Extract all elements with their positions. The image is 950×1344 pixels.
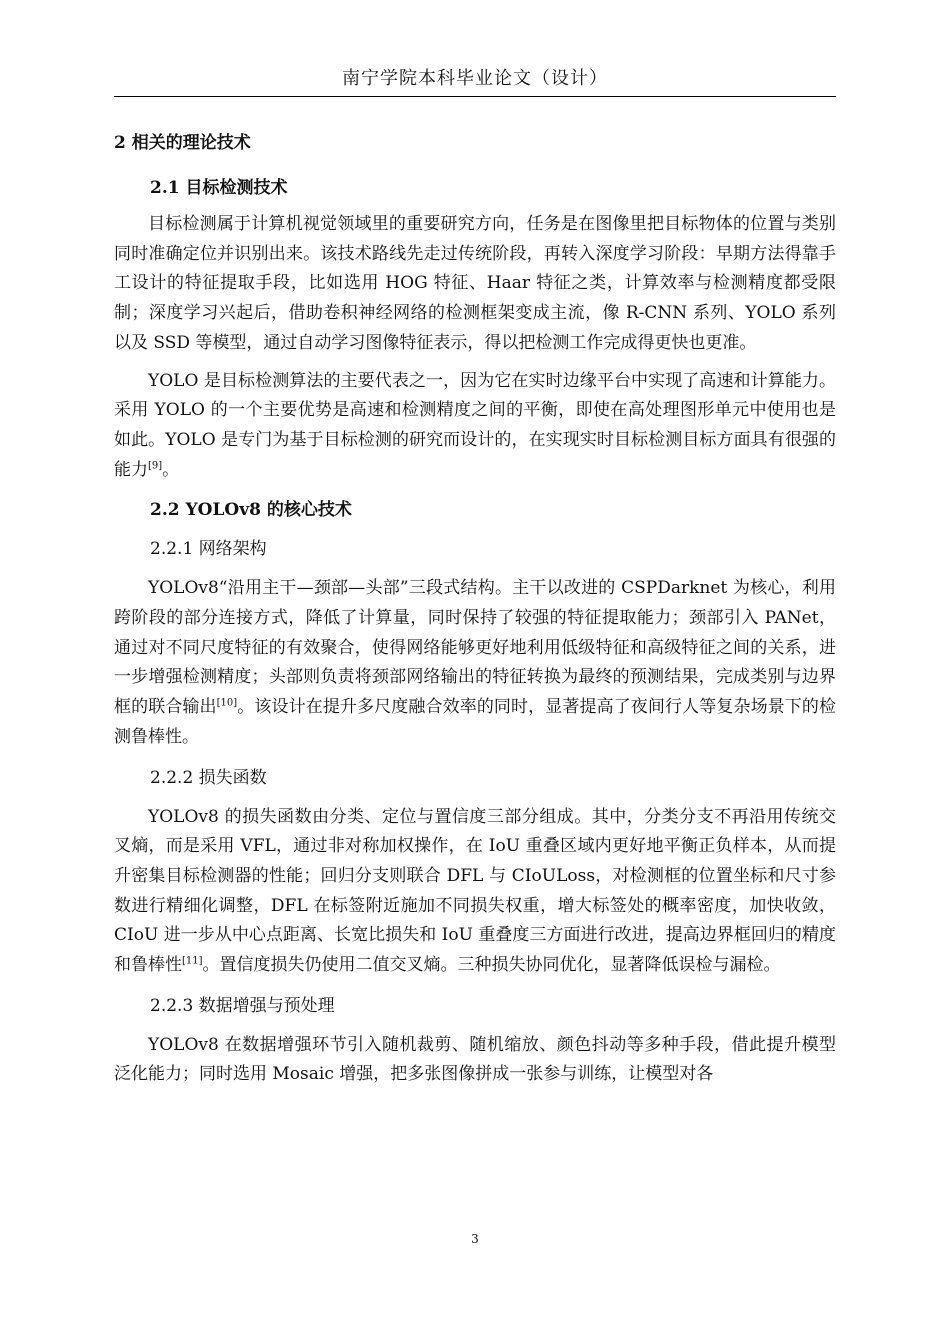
paragraph-yolo-overview-end: 。 — [162, 459, 180, 480]
paragraph-object-detection: 目标检测属于计算机视觉领域里的重要研究方向，任务是在图像里把目标物体的位置与类别同时准确定位并识别出来。该技术路线先走过传统阶段，再转入深度学习阶段：早期方法得靠手工设计的特征提取手段，比如选用 HOG 特征、Haar 特征之类，计算效率与检测精度都受限制；深度学习兴起后，借助卷积神经网络的检测框架变成主流，像 R-CNN 系列、YOLO 系列以及 SSD 等模型，通过自动学习图像特征表示，得以把检测工作完成得更快也更准。 — [114, 214, 836, 353]
paragraph-loss-function-text: YOLOv8 的损失函数由分类、定位与置信度三部分组成。其中，分类分支不再沿用传统交叉熵，而是采用 VFL，通过非对称加权操作，在 IoU 重叠区域内更好地平衡正负样本，从而提升密集目标检测器的性能；回归分支则联合 DFL 与 CIoULoss，对检测框的位置坐标和尺寸参数进行精细化调整，DFL 在标签附近施加不同损失权重，增大标签处的概率密度，加快收敛，CIoU 进一步从中心点距离、长宽比损失和 IoU 重叠度三方面进行改进，提高边界框回归的精度和鲁棒性 — [114, 806, 836, 976]
paragraph-network-architecture-end: 。该设计在提升多尺度融合效率的同时，显著提高了夜间行人等复杂场景下的检测鲁棒性。 — [114, 697, 837, 747]
paragraph-network-architecture — [114, 574, 836, 752]
section-2-1-heading: 2.1 目标检测技术 — [150, 178, 288, 198]
paragraph-yolo-overview-text: YOLO 是目标检测算法的主要代表之一，因为它在实时边缘平台中实现了高速和计算能力。采用 YOLO 的一个主要优势是高速和检测精度之间的平衡，即使在高处理图形单元中使用也是如此。YOLO 是专门为基于目标检测的研究而设计的，在实现实时目标检测目标方面具有很强的能力 — [114, 370, 836, 480]
header-rule — [114, 96, 836, 97]
paragraph-network-architecture-text: YOLOv8“沿用主干—颈部—头部”三段式结构。主干以改进的 CSPDarknet 为核心，利用跨阶段的部分连接方式，降低了计算量，同时保持了较强的特征提取能力；颈部引入 PANet，通过对不同尺度特征的有效聚合，使得网络能够更好地利用低级特征和高级特征之间的关系，进一步增强检测精度；头部则负责将颈部网络输出的特征转换为最终的预测结果，完成类别与边界框的联合输出 — [114, 578, 836, 718]
paragraph-yolo-overview — [114, 367, 836, 486]
page-number: 3 — [471, 1232, 479, 1246]
citation-ref-11: [11] — [182, 955, 203, 967]
citation-ref-10: [10] — [216, 697, 238, 709]
running-header: 南宁学院本科毕业论文（设计） — [342, 68, 608, 89]
paragraph-loss-function-end: 。置信度损失仍使用二值交叉熵。三种损失协同优化，显著降低误检与漏检。 — [202, 955, 781, 976]
section-2-2-heading: 2.2 YOLOv8 的核心技术 — [150, 500, 352, 521]
citation-ref-9: [9] — [148, 459, 163, 471]
paragraph-data-augmentation: YOLOv8 在数据增强环节引入随机裁剪、随机缩放、颜色抖动等多种手段，借此提升模型泛化能力；同时选用 Mosaic 增强，把多张图像拼成一张参与训练，让模型对各 — [114, 1034, 836, 1085]
paragraph-loss-function — [114, 803, 836, 981]
section-2-2-2-heading: 2.2.2 损失函数 — [150, 767, 267, 788]
page-body — [114, 126, 836, 1090]
section-2-heading: 2 相关的理论技术 — [114, 133, 251, 153]
section-2-2-3-heading: 2.2.3 数据增强与预处理 — [150, 995, 335, 1016]
section-2-2-1-heading: 2.2.1 网络架构 — [150, 539, 267, 560]
